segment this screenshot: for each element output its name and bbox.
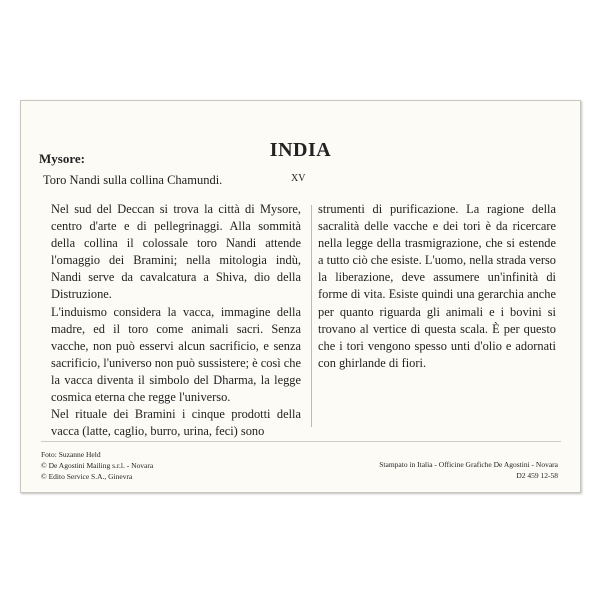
credits bbox=[41, 449, 153, 482]
printer-line: Stampato in Italia - Officine Grafiche De Agostini - Novara bbox=[379, 460, 558, 469]
paragraph: L'induismo considera la vacca, immagine della madre, ed il toro come animali sacri. Senza vacche, non può esservi alcun sacrificio, e senza sacrificio, l'universo non può sussistere; è così che la vacca diventa il simbolo del Dharma, la legge cosmica eterna che regge l'universo. bbox=[51, 304, 301, 405]
product-code: D2 459 12-58 bbox=[516, 471, 558, 480]
photo-credit: Foto: Suzanne Held bbox=[41, 450, 101, 459]
column-divider bbox=[311, 205, 312, 427]
card-title: INDIA bbox=[269, 139, 332, 161]
paragraph: Nel rituale dei Bramini i cinque prodotti della vacca (latte, caglio, burro, urina, feci) sono bbox=[51, 407, 301, 439]
card-number: XV bbox=[291, 173, 306, 184]
paragraph: Nel sud del Deccan si trova la città di Mysore, centro d'arte e di pellegrinaggi. Alla sommità della collina il colossale toro Nandi attende l'omaggio dei Bramini; nella mitologia indù, Nandi serve da cavalcatura a Shiva, dio della Distruzione. bbox=[51, 202, 301, 302]
region-heading: Mysore: bbox=[39, 151, 85, 166]
printer-info bbox=[379, 459, 558, 481]
copyright-line: © De Agostini Mailing s.r.l. - Novara bbox=[41, 461, 154, 470]
paragraph: strumenti di purificazione. La ragione della sacralità delle vacche e dei tori è da ricercare nella legge della trasmigrazione, che si estende a tutto ciò che esiste. L'uomo, nella strada verso la liberazione, deve assumere un'infinità di forme di vita. Esiste quindi una gerarchia anche per quanto riguarda gli animali e i bovini si trovano al vertice di questa scala. È per questo che i tori vengono spesso unti d'olio e adornati con ghirlande di fiori. bbox=[318, 202, 556, 370]
copyright-line: © Edito Service S.A., Ginevra bbox=[41, 472, 133, 481]
text-column-left bbox=[51, 201, 301, 440]
card-subtitle: Toro Nandi sulla collina Chamundi. bbox=[43, 173, 223, 187]
text-column-right bbox=[318, 201, 556, 372]
postcard-back bbox=[20, 100, 581, 493]
footer-divider bbox=[41, 441, 561, 442]
